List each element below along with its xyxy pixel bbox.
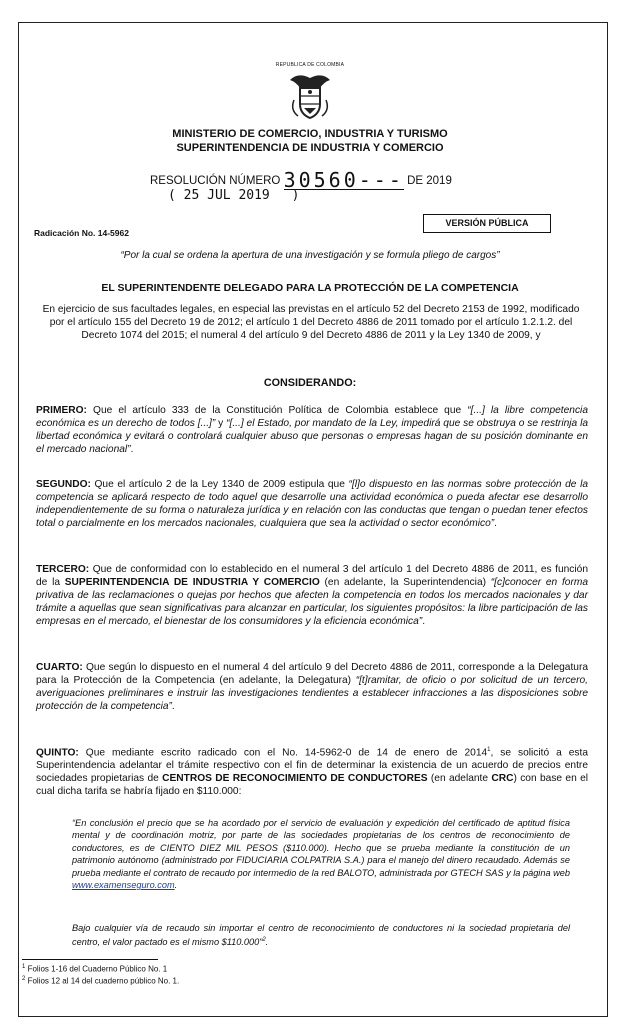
resolution-number: 30560--- bbox=[283, 168, 404, 192]
quoted-complaint-paragraph-1: “En conclusión el precio que se ha acordado por el servicio de evaluación y expedición del certificado de aptitud física mental y de coordinación motriz, por parte de las sociedades propietarias de los centros de reconocimiento de conductores, es de CIENTO DIEZ MIL PESOS ($110.000). Hecho que se prueba mediante la constitución de un patrimonio autónomo (administrado por FIDUCIARIA COLPATRIA S.A.) para el manejo del dinero recaudado. Además se prueba mediante el contrato de recaudo por intermedio de la red BALOTO, administrada por GTECH SAS y la página web www.examenseguro.com. bbox=[72, 818, 570, 891]
tercero-label: TERCERO: bbox=[36, 564, 90, 575]
ministry-heading bbox=[0, 127, 620, 155]
authority-heading: EL SUPERINTENDENTE DELEGADO PARA LA PROTECCIÓN DE LA COMPETENCIA bbox=[101, 282, 519, 294]
footnote-2: $^2$ Folios 12 al 14 del cuaderno público No. 1. bbox=[22, 976, 180, 986]
ministry-name: MINISTERIO DE COMERCIO, INDUSTRIA Y TURISMO bbox=[172, 128, 448, 140]
footnote-divider bbox=[22, 959, 158, 960]
primero-label: PRIMERO: bbox=[36, 405, 87, 416]
date-stamp: 25 JUL 2019 bbox=[183, 188, 270, 203]
resolution-subject: “Por la cual se ordena la apertura de una investigación y se formula pliego de cargos” bbox=[120, 250, 500, 261]
legal-basis-paragraph: En ejercicio de sus facultades legales, en especial las previstas en el artículo 52 del Decreto 2153 de 1992, modificado por el artículo 155 del Decreto 19 de 2012; el artículo 1 del Decreto 4886 de 2011 tomado por el artículo 1.2.1.2. del Decreto 1074 del 2015; el numeral 4 del artículo 9 del Decreto 4886 de 2011 y la Ley 1340 de 2009, y bbox=[42, 304, 580, 342]
resolution-line bbox=[150, 165, 452, 190]
paragraph-primero: PRIMERO: Que el artículo 333 de la Constitución Política de Colombia establece que “[...] la libre competencia económica es un derecho de todos [...]” y “[...] el Estado, por mandato de la Ley, impedirá que se obstruya o se restrinja la libertad económica y evitará o controlará cualquier abuso que personas o empresas hagan de su posición dominante en el mercado nacional”. bbox=[36, 405, 588, 455]
quinto-label: QUINTO: bbox=[36, 747, 79, 759]
examenseguro-link[interactable]: www.examenseguro.com bbox=[72, 880, 175, 891]
country-label: REPUBLICA DE COLOMBIA bbox=[275, 62, 345, 68]
radicacion-number: Radicación No. 14-5962 bbox=[34, 228, 129, 238]
date-open-paren: ( bbox=[168, 188, 176, 203]
resolution-year: DE 2019 bbox=[407, 175, 452, 187]
resolution-label: RESOLUCIÓN NÚMERO bbox=[150, 175, 281, 187]
version-badge: VERSIÓN PÚBLICA bbox=[423, 214, 551, 233]
coat-of-arms-icon bbox=[286, 70, 334, 120]
date-close-paren: ) bbox=[291, 188, 300, 203]
segundo-label: SEGUNDO: bbox=[36, 479, 91, 490]
paragraph-segundo: SEGUNDO: Que el artículo 2 de la Ley 1340 de 2009 estipula que “[l]o dispuesto en las normas sobre protección de la competencia se aplicará respecto de todo aquel que desarrolle una actividad económica o pueda afectar ese desarrollo independientemente de su forma o naturaleza jurídica y en relación con las conductas que tengan o puedan tener efectos total o parcialmente en los mercados nacionales, cualquiera que sea la actividad o sector económico”. bbox=[36, 479, 589, 529]
quoted-complaint-paragraph-2: Bajo cualquier vía de recaudo sin importar el centro de reconocimiento de conductores ni la sociedad propietaria del centro, el valor pactado es el mismo $110.000”$^2$. bbox=[72, 923, 570, 948]
paragraph-quinto: QUINTO: Que mediante escrito radicado con el No. 14-5962-0 de 14 de enero de 2014$^1$, se solicitó a esta Superintendencia adelantar el trámite respectivo con el fin de determinar la existencia de un acuerdo de precios entre sociedades propietarias de CENTROS DE RECONOCIMIENTO DE CONDUCTORES (en adelante CRC) con base en el cual dicha tarifa se habría fijado en $110.000: bbox=[36, 747, 589, 798]
superintendency-name: SUPERINTENDENCIA DE INDUSTRIA Y COMERCIO bbox=[176, 142, 444, 154]
cuarto-label: CUARTO: bbox=[36, 662, 83, 673]
resolution-date bbox=[168, 188, 299, 203]
paragraph-tercero: TERCERO: Que de conformidad con lo establecido en el numeral 3 del artículo 1 del Decreto 4886 de 2011, es función de la SUPERINTENDENCIA DE INDUSTRIA Y COMERCIO (en adelante, la Superintendencia) “[c]conocer en forma privativa de las reclamaciones o quejas por hechos que afecten la competencia en todos los mercados nacionales y dar trámite a aquellas que sean significativas para alcanzar en particular, los siguientes propósitos: la libre participación de las empresas en el mercado, el bienestar de los consumidores y la eficiencia económica”. bbox=[36, 564, 588, 627]
footnote-1: $^1$ Folios 1-16 del Cuaderno Público No. 1 bbox=[22, 964, 168, 974]
paragraph-cuarto: CUARTO: Que según lo dispuesto en el numeral 4 del artículo 9 del Decreto 4886 de 2011, corresponde a la Delegatura para la Protección de la Competencia (en adelante, la Delegatura) “[t]ramitar, de oficio o por solicitud de un tercero, averiguaciones preliminares e instruir las investigaciones tendientes a establecer infracciones a las disposiciones sobre protección de la competencia”. bbox=[36, 662, 588, 712]
considerando-heading: CONSIDERANDO: bbox=[263, 377, 357, 389]
